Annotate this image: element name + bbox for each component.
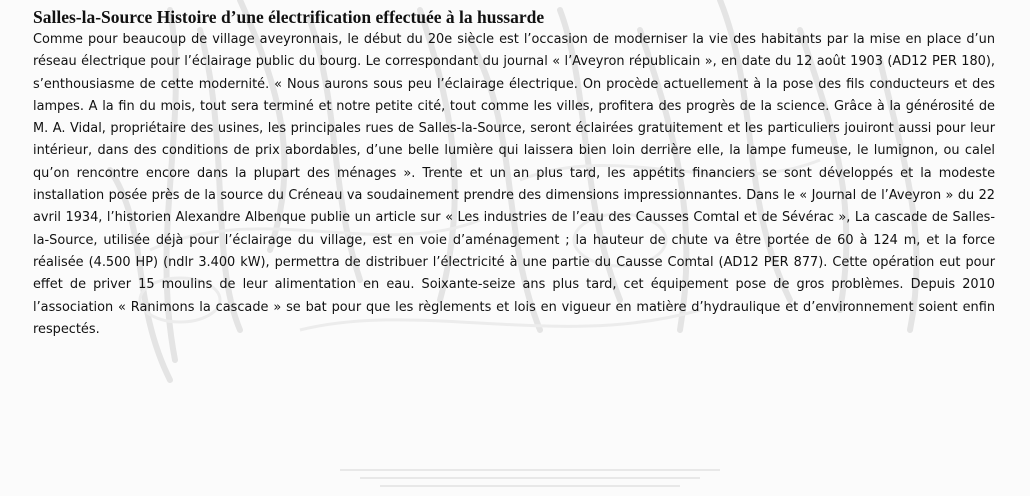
article-body: Comme pour beaucoup de village aveyronnais, le début du 20e siècle est l’occasion de moderniser la vie des habitants par la mise en place d’un réseau électrique pour l’éclairage public du bourg. Le correspondant du journal « l’Aveyron républicain », en date du 12 août 1903 (AD12 PER 180), s’enthousiasme de cette modernité. « Nous aurons sous peu l’éclairage électrique. On procède actuellement à la pose des fils conducteurs et des lampes. A la fin du mois, tout sera terminé et notre petite cité, tout comme les villes, profitera des progrès de la science. Grâce à la générosité de M. A. Vidal, propriétaire des usines, les principales rues de Salles-la-Source, seront éclairées gratuitement et les particuliers jouiront aussi pour leur intérieur, dans des conditions de prix abordables, d’une belle lumière qui laissera bien loin derrière elle, la lampe fumeuse, le lumignon, ou calel qu’on rencontre encore dans la plupart des ménages ». Trente et un an plus tard, les appétits financiers se sont développés et la modeste installation posée près de la source du Créneau va soudainement prendre des dimensions impressionnantes. Dans le « Journal de l’Aveyron » du 22 avril 1934, l’historien Alexandre Albenque publie un article sur « Les industries de l’eau des Causses Comtal et de Sévérac », La cascade de Salles-la-Source, utilisée déjà pour l’éclairage du village, est en voie d’aménagement ; la hauteur de chute va être portée de 60 à 124 m, et la force réalisée (4.500 HP) (ndlr 3.400 kW), permettra de distribuer l’électricité à une partie du Causse Comtal (AD12 PER 877). Cette opération eut pour effet de priver 15 moulins de leur alimentation en eau. Soixante-seize ans plus tard, cet équipement pose de gros problèmes. Depuis 2010 l’association « Ranimons la cascade » se bat pour que les règlements et lois en vigueur en matière d’hydraulique et d’environnement soient enfin respectés. [33,32,995,337]
article-title: Salles-la-Source Histoire d’une électrification effectuée à la hussarde [33,7,545,27]
article [33,6,995,341]
